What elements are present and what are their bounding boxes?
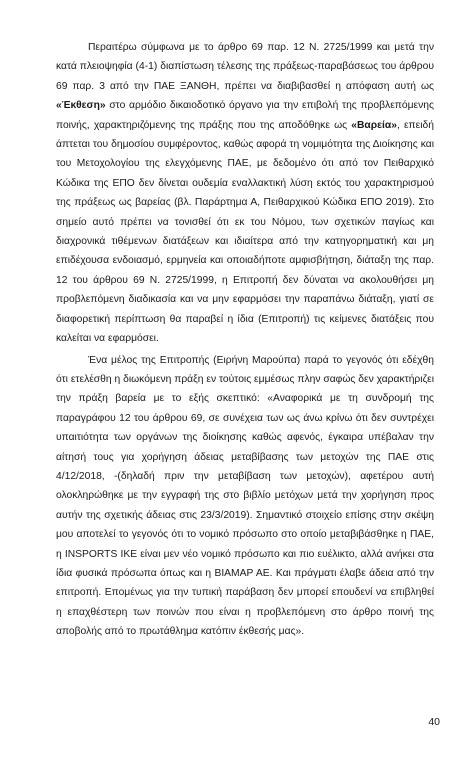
paragraph-1-text-1: Περαιτέρω σύμφωνα με το άρθρο 69 παρ. 12 Ν. 2725/1999 και μετά την κατά πλειοψηφία (4-1) διαπίστωση τέλεσης της πράξεως-παραβάσεως του άρθρου 69 παρ. 3 από την ΠΑΕ ΞΑΝΘΗ, πρέπει να διαβιβασθεί η απόφαση αυτή ως [56, 42, 434, 92]
paragraph-1-text-3: , επειδή άπτεται του δημοσίου συμφέροντος, καθώς αφορά τη νομιμότητα της Διοίκησης και του Μετοχολογίου της ελεγχόμενης ΠΑΕ, με δεδομένο ότι από τον Πειθαρχικό Κώδικα της ΕΠΟ δεν δίνεται ουδεμία εναλλακτική λύση εκτός του χαρακτηρισμού της πράξεως ως βαρείας (βλ. Παράρτημα Α, Πειθαρχικού Κώδικα ΕΠΟ 2019). Στο σημείο αυτό πρέπει να τονισθεί ότι εκ του Νόμου, των σχετικών παγίως και διαχρονικά τιθέμενων διατάξεων και ιδιαίτερα από την κατηγορηματική και μη επιδέχουσα ενδοιασμό, ερμηνεία και οποιαδήποτε αμφισβήτηση, διάταξη της παρ. 12 του άρθρου 69 Ν. 2725/1999, η Επιτροπή δεν δύναται να ακολουθήσει μη προβλεπόμενη διαδικασία και να μην εφαρμόσει την παραπάνω διάταξη, γιατί σε διαφορετική περίπτωση θα παραβεί η ίδια (Επιτροπή) τις κείμενες διατάξεις που καλείται να εφαρμόσει. [56, 119, 434, 345]
emphasis-vareia: «Βαρεία» [351, 119, 397, 131]
emphasis-ekthesi: «Έκθεση» [56, 100, 106, 112]
paragraph-1-text-2: στο αρμόδιο δικαιοδοτικό όργανο για την επιβολή της προβλεπόμενης ποινής, χαρακτηριζόμενης της πράξης που της αποδόθηκε ως [56, 100, 434, 131]
paragraph-2 [56, 351, 434, 642]
paragraph-2-text: Ένα μέλος της Επιτροπής (Ειρήνη Μαρούπα) παρά το γεγονός ότι εδέχθη ότι ετελέσθη η διωκόμενη πράξη εν τούτοις εμμέσως πλην σαφώς δεν χαρακτήριζει την πράξη βαρεία με το εξής σκεπτικό: «Αναφορικά με τη συνδρομή της παραγράφου 12 του άρθρου 69, σε συνέχεια των ως άνω κρίνω ότι δεν συντρέχει υπαιτιότητα των οργάνων της διοίκησης καθώς αφενός, έγκαιρα υπέβαλαν την αίτησή τους για χορήγηση άδειας μεταβίβασης των μετοχών της ΠΑΕ στις 4/12/2018, -(δηλαδή πριν την μεταβίβαση των μετοχών), αφετέρου αυτή ολοκληρώθηκε με την εγγραφή της στο βιβλίο μετόχων μετά την χορήγηση προς αυτήν της σχετικής άδειας στις 23/3/2019). Σημαντικό στοιχείο επίσης στην σκέψη μου αποτελεί το γεγονός ότι το νομικό πρόσωπο στο οποίο μεταβιβάσθηκε η ΠΑΕ, η INSPORTS IKE είναι μεν νέο νομικό πρόσωπο και πιο ευέλικτο, αλλά ανήκει στα ίδια φυσικά πρόσωπα όπως και η ΒΙΑΜΑΡ ΑΕ. Και πράγματι έλαβε άδεια από την επιτροπή. Επομένως για την τυπική παράβαση δεν μπορεί επουδενί να επιβληθεί η επαχθέστερη των ποινών που είναι η προβλεπόμενη στο άρθρο ποινή της αποβολής από το πρωτάθλημα κατόπιν έκθεσής μας». [56, 354, 434, 638]
page-number: 40 [428, 716, 440, 728]
paragraph-1 [56, 38, 434, 349]
